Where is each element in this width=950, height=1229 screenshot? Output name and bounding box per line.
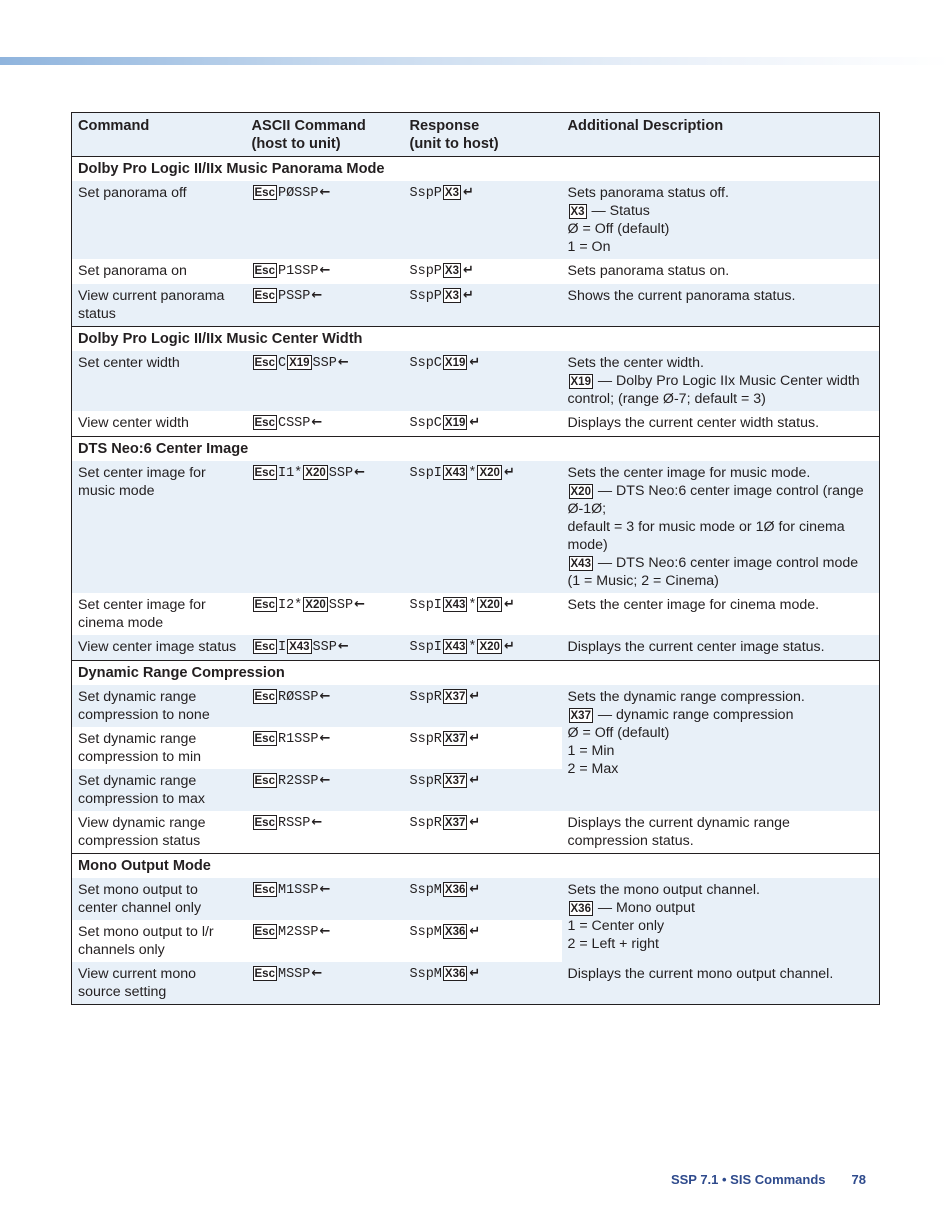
header-gradient-bar bbox=[0, 57, 950, 65]
command-cell: Set panorama on bbox=[78, 263, 187, 279]
command-cell: Set panorama off bbox=[72, 181, 246, 259]
description-text: Sets the dynamic range compression. bbox=[567, 689, 805, 705]
variable-box: X20 bbox=[479, 599, 500, 611]
header-response-line1: Response bbox=[409, 118, 480, 134]
arrow-left-icon: ← bbox=[319, 263, 331, 278]
return-icon: ↵ bbox=[462, 263, 474, 278]
variable-box: X37 bbox=[570, 710, 591, 722]
section-title: Dynamic Range Compression bbox=[72, 661, 880, 686]
command-cell: View center width bbox=[78, 415, 189, 431]
response-text: SspC bbox=[409, 416, 442, 431]
ascii-cell bbox=[246, 593, 404, 635]
ascii-cell bbox=[246, 962, 404, 1005]
description-cell bbox=[562, 878, 880, 962]
table-row bbox=[72, 284, 880, 327]
description-cell bbox=[562, 461, 880, 593]
return-icon: ↵ bbox=[469, 689, 481, 704]
esc-key-icon: Esc bbox=[254, 290, 275, 302]
variable-box: X43 bbox=[570, 558, 591, 570]
esc-key-icon: Esc bbox=[254, 884, 275, 896]
command-cell: View current mono source setting bbox=[72, 962, 246, 1005]
ascii-command-text: R1SSP bbox=[277, 732, 319, 747]
command-cell: Set dynamic range compression to min bbox=[72, 727, 246, 769]
ascii-command-text: MSSP bbox=[277, 967, 311, 982]
variable-box: X19 bbox=[289, 357, 310, 369]
description-cell bbox=[562, 685, 880, 811]
header-response-line2: (unit to host) bbox=[409, 136, 499, 152]
variable-box: X37 bbox=[444, 775, 466, 787]
response-text: SspM bbox=[409, 883, 442, 898]
section-row bbox=[72, 437, 880, 462]
description-text: Sets panorama status off. bbox=[567, 185, 729, 201]
ascii-command-text: SSP bbox=[312, 640, 337, 655]
response-cell bbox=[404, 727, 562, 769]
esc-key-icon: Esc bbox=[254, 467, 275, 479]
description-text: Sets the center image for music mode. bbox=[567, 465, 811, 481]
response-text: SspI bbox=[409, 466, 442, 481]
return-icon: ↵ bbox=[462, 288, 474, 303]
ascii-cell bbox=[246, 411, 404, 437]
description-text: Sets the mono output channel. bbox=[567, 882, 760, 898]
section-row bbox=[72, 327, 880, 352]
ascii-command-text: SSP bbox=[328, 466, 354, 481]
response-text: SspR bbox=[409, 732, 442, 747]
return-icon: ↵ bbox=[503, 597, 515, 612]
table-row bbox=[72, 593, 880, 635]
arrow-left-icon: ← bbox=[337, 355, 349, 370]
ascii-command-text: CSSP bbox=[277, 416, 311, 431]
return-icon: ↵ bbox=[462, 185, 474, 200]
header-command-text: Command bbox=[78, 118, 150, 134]
description-text: — DTS Neo:6 center image control mode (1 = Music; 2 = Cinema) bbox=[567, 555, 859, 589]
section-title: Dolby Pro Logic II/IIx Music Panorama Mode bbox=[72, 157, 880, 182]
description-cell: Displays the current mono output channel. bbox=[562, 962, 880, 1005]
description-cell: Sets the center image for cinema mode. bbox=[567, 597, 820, 613]
description-cell: Displays the current dynamic range compression status. bbox=[567, 815, 790, 849]
command-cell: Set center image for music mode bbox=[72, 461, 246, 593]
response-text: SspR bbox=[409, 816, 442, 831]
description-cell: Displays the current center width status. bbox=[567, 415, 820, 431]
section-title: Dolby Pro Logic II/IIx Music Center Width bbox=[72, 327, 880, 352]
table-row bbox=[72, 685, 880, 727]
response-text: SspR bbox=[409, 690, 442, 705]
return-icon: ↵ bbox=[503, 465, 515, 480]
variable-box: X3 bbox=[444, 187, 459, 199]
variable-box: X19 bbox=[570, 376, 591, 388]
response-cell bbox=[404, 411, 562, 437]
ascii-command-text: PØSSP bbox=[277, 186, 319, 201]
command-cell: Set center width bbox=[72, 351, 246, 411]
variable-box: X19 bbox=[444, 357, 466, 369]
ascii-command-text: C bbox=[277, 356, 287, 371]
footer-title: SSP 7.1 • SIS Commands bbox=[670, 1172, 826, 1187]
description-text: Sets the center width. bbox=[567, 355, 704, 371]
esc-key-icon: Esc bbox=[254, 641, 275, 653]
arrow-left-icon: ← bbox=[311, 288, 323, 303]
arrow-left-icon: ← bbox=[311, 815, 323, 830]
ascii-command-text: I2* bbox=[277, 598, 303, 613]
response-cell bbox=[404, 769, 562, 811]
response-cell bbox=[404, 259, 562, 284]
variable-box: X36 bbox=[444, 884, 466, 896]
command-cell: Set center image for cinema mode bbox=[78, 597, 206, 631]
sis-command-table bbox=[71, 112, 880, 1005]
arrow-left-icon: ← bbox=[319, 689, 331, 704]
return-icon: ↵ bbox=[469, 924, 481, 939]
description-cell: Shows the current panorama status. bbox=[562, 284, 880, 327]
variable-box: X20 bbox=[570, 486, 591, 498]
description-cell: Displays the current center image status. bbox=[562, 635, 880, 661]
esc-key-icon: Esc bbox=[254, 691, 275, 703]
section-title: Mono Output Mode bbox=[72, 854, 880, 879]
return-icon: ↵ bbox=[469, 966, 481, 981]
response-cell bbox=[404, 962, 562, 1005]
response-text: SspM bbox=[409, 925, 442, 940]
ascii-command-text: SSP bbox=[328, 598, 354, 613]
response-text: SspI bbox=[409, 598, 442, 613]
return-icon: ↵ bbox=[469, 773, 481, 788]
variable-box: X43 bbox=[444, 641, 466, 653]
table-row bbox=[72, 811, 880, 854]
esc-key-icon: Esc bbox=[254, 817, 275, 829]
table-row bbox=[72, 351, 880, 411]
description-text: 2 = Left + right bbox=[567, 936, 659, 952]
description-text: 1 = Min bbox=[567, 743, 615, 759]
ascii-cell bbox=[246, 920, 404, 962]
description-text: — Dolby Pro Logic IIx Music Center width control; (range Ø-7; default = 3) bbox=[567, 373, 860, 407]
header-response bbox=[404, 113, 562, 157]
ascii-command-text: I1* bbox=[277, 466, 303, 481]
header-ascii bbox=[246, 113, 404, 157]
return-icon: ↵ bbox=[469, 415, 481, 430]
response-cell bbox=[404, 878, 562, 920]
response-text: SspR bbox=[409, 774, 442, 789]
ascii-cell bbox=[246, 181, 404, 259]
header-command bbox=[72, 113, 246, 157]
ascii-command-text: I bbox=[277, 640, 287, 655]
ascii-cell bbox=[246, 284, 404, 327]
ascii-cell bbox=[246, 811, 404, 854]
table-row bbox=[72, 962, 880, 1005]
variable-box: X37 bbox=[444, 817, 466, 829]
response-cell bbox=[404, 461, 562, 593]
section-title: DTS Neo:6 Center Image bbox=[72, 437, 880, 462]
variable-box: X19 bbox=[444, 417, 466, 429]
esc-key-icon: Esc bbox=[254, 357, 275, 369]
ascii-cell bbox=[246, 635, 404, 661]
variable-box: X36 bbox=[444, 926, 466, 938]
table-row bbox=[72, 878, 880, 920]
ascii-command-text: SSP bbox=[312, 356, 337, 371]
description-text: default = 3 for music mode or 1Ø for cinema mode) bbox=[567, 519, 845, 553]
command-cell: Set dynamic range compression to none bbox=[72, 685, 246, 727]
ascii-cell bbox=[246, 769, 404, 811]
arrow-left-icon: ← bbox=[319, 882, 331, 897]
ascii-cell bbox=[246, 461, 404, 593]
esc-key-icon: Esc bbox=[254, 733, 275, 745]
table-header-row bbox=[72, 113, 880, 157]
response-text: SspP bbox=[409, 289, 442, 304]
variable-box: X43 bbox=[444, 599, 466, 611]
header-ascii-line1: ASCII Command bbox=[251, 118, 366, 134]
section-row bbox=[72, 854, 880, 879]
ascii-command-text: M2SSP bbox=[277, 925, 319, 940]
description-text: — Status bbox=[587, 203, 650, 219]
response-cell bbox=[404, 635, 562, 661]
header-description bbox=[562, 113, 880, 157]
ascii-command-text: M1SSP bbox=[277, 883, 319, 898]
description-text: — dynamic range compression bbox=[593, 707, 794, 723]
variable-box: X20 bbox=[479, 641, 500, 653]
description-cell bbox=[562, 351, 880, 411]
description-text: — Mono output bbox=[593, 900, 695, 916]
response-text: * bbox=[468, 598, 477, 613]
response-cell bbox=[404, 920, 562, 962]
variable-box: X36 bbox=[570, 903, 591, 915]
description-text: 1 = Center only bbox=[567, 918, 665, 934]
response-text: SspI bbox=[409, 640, 442, 655]
variable-box: X43 bbox=[444, 467, 466, 479]
table-row bbox=[72, 259, 880, 284]
response-text: SspM bbox=[409, 967, 442, 982]
response-text: SspP bbox=[409, 264, 442, 279]
ascii-command-text: R2SSP bbox=[277, 774, 319, 789]
variable-box: X20 bbox=[305, 599, 326, 611]
description-text: 1 = On bbox=[567, 239, 611, 255]
arrow-left-icon: ← bbox=[354, 597, 365, 612]
command-cell: View center image status bbox=[72, 635, 246, 661]
page-number: 78 bbox=[851, 1172, 866, 1187]
response-cell bbox=[404, 593, 562, 635]
esc-key-icon: Esc bbox=[254, 187, 275, 199]
ascii-cell bbox=[246, 351, 404, 411]
ascii-cell bbox=[246, 878, 404, 920]
response-text: * bbox=[468, 466, 477, 481]
table-row bbox=[72, 411, 880, 437]
section-row bbox=[72, 157, 880, 182]
variable-box: X20 bbox=[479, 467, 500, 479]
esc-key-icon: Esc bbox=[254, 968, 275, 980]
command-cell: Set dynamic range compression to max bbox=[72, 769, 246, 811]
command-cell: View current panorama status bbox=[72, 284, 246, 327]
ascii-command-text: RSSP bbox=[277, 816, 311, 831]
variable-box: X20 bbox=[305, 467, 326, 479]
ascii-command-text: PSSP bbox=[277, 289, 311, 304]
response-text: * bbox=[468, 640, 477, 655]
response-text: SspC bbox=[409, 356, 442, 371]
arrow-left-icon: ← bbox=[319, 773, 331, 788]
arrow-left-icon: ← bbox=[337, 639, 349, 654]
variable-box: X37 bbox=[444, 691, 466, 703]
ascii-cell bbox=[246, 259, 404, 284]
ascii-command-text: RØSSP bbox=[277, 690, 319, 705]
table-row bbox=[72, 635, 880, 661]
description-text: 2 = Max bbox=[567, 761, 619, 777]
description-text: — DTS Neo:6 center image control (range Ø-1Ø; bbox=[567, 483, 864, 517]
return-icon: ↵ bbox=[469, 355, 481, 370]
variable-box: X36 bbox=[444, 968, 466, 980]
arrow-left-icon: ← bbox=[354, 465, 365, 480]
command-cell: View dynamic range compression status bbox=[78, 815, 206, 849]
response-cell bbox=[404, 284, 562, 327]
response-text: SspP bbox=[409, 186, 442, 201]
description-cell bbox=[562, 181, 880, 259]
header-ascii-line2: (host to unit) bbox=[251, 136, 341, 152]
return-icon: ↵ bbox=[469, 815, 481, 830]
return-icon: ↵ bbox=[469, 731, 481, 746]
variable-box: X37 bbox=[444, 733, 466, 745]
description-cell: Sets panorama status on. bbox=[567, 263, 730, 279]
esc-key-icon: Esc bbox=[254, 926, 275, 938]
arrow-left-icon: ← bbox=[319, 185, 331, 200]
esc-key-icon: Esc bbox=[254, 599, 275, 611]
return-icon: ↵ bbox=[503, 639, 515, 654]
table-row bbox=[72, 461, 880, 593]
header-description-text: Additional Description bbox=[567, 118, 724, 134]
ascii-cell bbox=[246, 685, 404, 727]
arrow-left-icon: ← bbox=[319, 924, 331, 939]
command-cell: Set mono output to l/r channels only bbox=[72, 920, 246, 962]
page-footer bbox=[0, 1172, 866, 1187]
esc-key-icon: Esc bbox=[254, 417, 275, 429]
response-cell bbox=[404, 685, 562, 727]
ascii-command-text: P1SSP bbox=[277, 264, 319, 279]
arrow-left-icon: ← bbox=[319, 731, 331, 746]
esc-key-icon: Esc bbox=[254, 265, 275, 277]
variable-box: X3 bbox=[444, 290, 459, 302]
arrow-left-icon: ← bbox=[311, 966, 323, 981]
command-cell: Set mono output to center channel only bbox=[72, 878, 246, 920]
esc-key-icon: Esc bbox=[254, 775, 275, 787]
description-text: Ø = Off (default) bbox=[567, 221, 670, 237]
response-cell bbox=[404, 351, 562, 411]
section-row bbox=[72, 661, 880, 686]
arrow-left-icon: ← bbox=[311, 415, 323, 430]
table-row bbox=[72, 181, 880, 259]
description-text: Ø = Off (default) bbox=[567, 725, 670, 741]
variable-box: X3 bbox=[570, 206, 585, 218]
ascii-cell bbox=[246, 727, 404, 769]
variable-box: X3 bbox=[444, 265, 459, 277]
response-cell bbox=[404, 811, 562, 854]
variable-box: X43 bbox=[289, 641, 310, 653]
response-cell bbox=[404, 181, 562, 259]
return-icon: ↵ bbox=[469, 882, 481, 897]
